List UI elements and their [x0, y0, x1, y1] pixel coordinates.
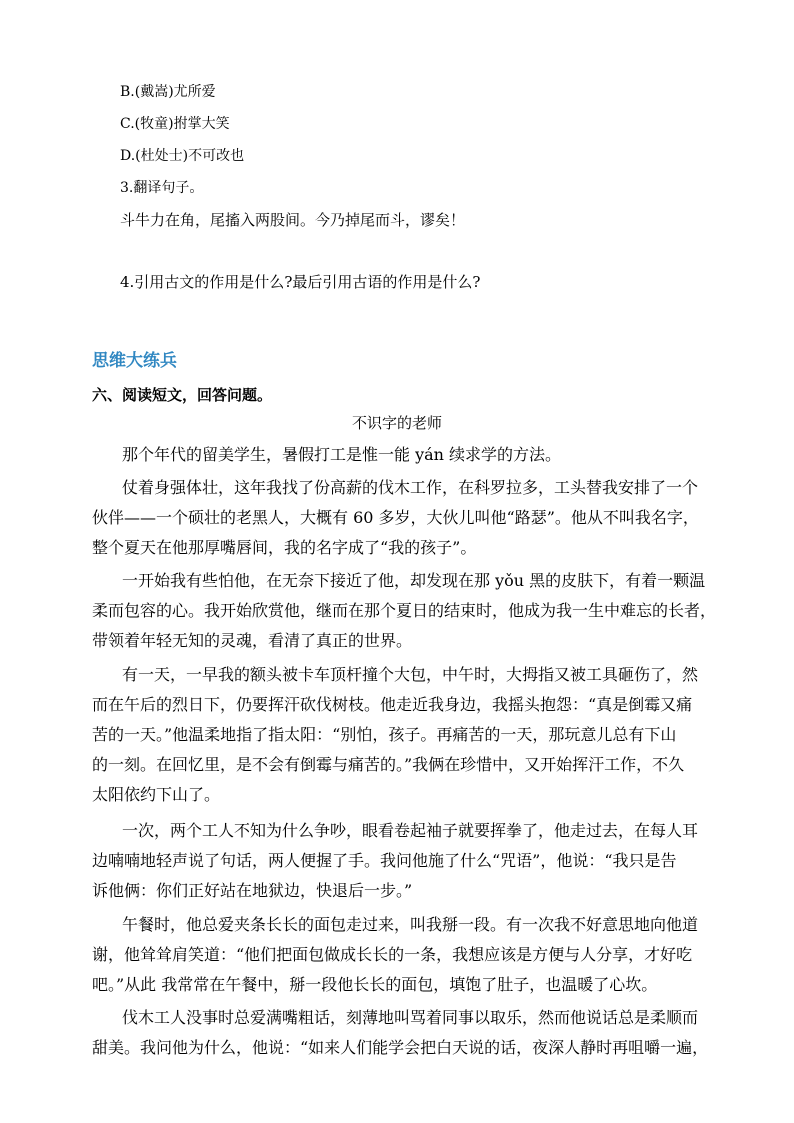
paragraph-line: 苦的一天。”他温柔地指了指太阳：“别怕，孩子。再痛苦的一天，那玩意儿总有下山: [92, 725, 677, 744]
article-paragraph-4: [92, 660, 702, 810]
article-title: 不识字的老师: [351, 414, 442, 432]
option-d: D.(杜处士)不可改也: [120, 148, 245, 164]
paragraph-line: 仗着身强体壮，这年我找了份高薪的伐木工作，在科罗拉多，工头替我安排了一个: [122, 478, 699, 497]
paragraph-line: 带领着年轻无知的灵魂，看清了真正的世界。: [92, 631, 413, 650]
paragraph-line: 太阳依约下山了。: [92, 785, 221, 804]
paragraph-line: 柔而包容的心。我开始欣赏他，继而在那个夏日的结束时，他成为我一生中难忘的长者，: [92, 601, 717, 620]
paragraph-line: 整个夏天在他那厚嘴唇间，我的名字成了“我的孩子”。: [92, 538, 477, 557]
paragraph-line: 午餐时，他总爱夹条长长的面包走过来，叫我掰一段。有一次我不好意思地向他道: [122, 915, 699, 934]
paragraph-line: 边喃喃地轻声说了句话，两人便握了手。我问他施了什么“咒语”，他说：“我只是告: [92, 851, 677, 870]
section-heading: 思维大练兵: [92, 351, 177, 371]
question-heading: 六、阅读短文，回答问题。: [92, 386, 273, 404]
paragraph-line: 那个年代的留美学生，暑假打工是惟一能 yán 续求学的方法。: [122, 445, 562, 464]
option-b: B.(戴嵩)尤所爱: [120, 84, 216, 100]
question-3-sentence: 斗牛力在角，尾搐入两股间。今乃掉尾而斗，谬矣！: [120, 211, 466, 229]
article-paragraph-1: [92, 440, 702, 470]
article-paragraph-3: [92, 566, 717, 656]
paragraph-line: 的一刻。在回忆里，是不会有倒霉与痛苦的。”我俩在珍惜中，又开始挥汗工作，不久: [92, 755, 685, 774]
option-c: C.(牧童)拊掌大笑: [120, 116, 230, 132]
paragraph-line: 诉他俩：你们正好站在地狱边，快退后一步。”: [92, 881, 413, 900]
question-3-label: 3.翻译句子。: [120, 180, 204, 196]
paragraph-line: 有一天，一早我的额头被卡车顶杆撞个大包，中午时，大拇指又被工具砸伤了，然: [122, 665, 699, 684]
article-paragraph-2: [92, 473, 702, 563]
paragraph-line: 甜美。我问他为什么，他说：“如来人们能学会把白天说的话，夜深人静时再咀嚼一遍，: [92, 1038, 709, 1057]
question-4: 4.引用古文的作用是什么?最后引用古语的作用是什么?: [120, 273, 481, 291]
article-paragraph-6: [92, 910, 702, 1000]
article-paragraph-5: [92, 816, 702, 906]
paragraph-line: 谢，他耸耸肩笑道：“他们把面包做成长长的一条，我想应该是方便与人分享，才好吃: [92, 945, 693, 964]
paragraph-line: 伐木工人没事时总爱满嘴粗话，刻薄地叫骂着同事以取乐，然而他说话总是柔顺而: [122, 1008, 699, 1027]
paragraph-line: 而在午后的烈日下，仍要挥汗砍伐树枝。他走近我身边，我摇头抱怨：“真是倒霉又痛: [92, 695, 693, 714]
paragraph-line: 吧。”从此 我常常在午餐中，掰一段他长长的面包，填饱了肚子，也温暖了心坎。: [92, 975, 658, 994]
paragraph-line: 伙伴——一个硕壮的老黑人，大概有 60 多岁，大伙儿叫他“路瑟”。他从不叫我名字，: [92, 508, 699, 527]
article-paragraph-7: [92, 1003, 709, 1063]
paragraph-line: 一次，两个工人不知为什么争吵，眼看卷起袖子就要挥拳了，他走过去，在每人耳: [122, 821, 699, 840]
paragraph-line: 一开始我有些怕他，在无奈下接近了他，却发现在那 yǒu 黑的皮肤下，有着一颗温: [122, 571, 706, 590]
